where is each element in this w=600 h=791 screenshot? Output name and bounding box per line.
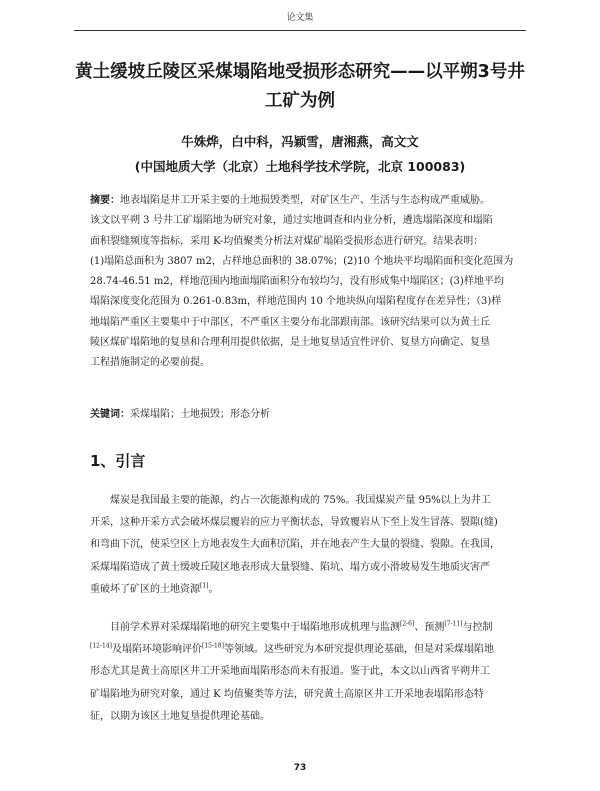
abstract-line: 陵区煤矿塌陷地的复垦和合理利用提供依据，是土地复垦适宜性评价、复垦方向确定、复垦 <box>90 337 490 349</box>
section-heading: 1、引言 <box>90 452 146 470</box>
paragraph-line: [12-14]及塌陷环境影响评价[15-18]等领域。这些研究为本研究提供理论基础，但是对采煤塌陷地 <box>90 642 494 656</box>
abstract-line: 工程措施制定的必要前提。 <box>90 357 210 369</box>
citation: [2-6] <box>400 620 415 628</box>
paragraph <box>90 617 520 728</box>
abstract-line: 摘要：地表塌陷是井工开采主要的土地损毁类型，对矿区生产、生活与生态构成严重威胁。 <box>90 195 490 206</box>
citation: [7-11] <box>444 620 463 628</box>
paragraph-line: 形态尤其是黄土高原区井工开采地面塌陷形态尚未有报道。鉴于此，本文以山西省平朔井工 <box>90 666 490 678</box>
abstract-label: 摘要： <box>90 195 120 206</box>
paragraph-line: 采煤塌陷造成了黄土缓坡丘陵区地表形成大量裂缝、陷坑、塌方或小滑坡易发生地质灾害严 <box>90 561 490 573</box>
running-header: 论文集 <box>286 13 314 23</box>
paragraph-line: 重破坏了矿区的土地资源[1]。 <box>90 582 219 595</box>
abstract <box>90 191 520 374</box>
abstract-line: 面积裂缝频度等指标，采用 K-均值聚类分析法对煤矿塌陷受损形态进行研究。结果表明： <box>90 235 484 247</box>
title-line-2: 工矿为例 <box>265 91 335 111</box>
abstract-line: 该文以平朔 3 号井工矿塌陷地为研究对象，通过实地调查和内业分析，遴选塌陷深度和塌陷 <box>90 215 493 227</box>
abstract-line: 28.74-46.51 m2，样地范围内地面塌陷面积分布较均匀，没有形成集中塌陷区；(3)样地平均 <box>90 276 504 288</box>
paper-title <box>60 58 540 116</box>
paragraph-line: 目前学术界对采煤塌陷地的研究主要集中于塌陷地形成机理与监测[2-6]、预测[7-11]与控制 <box>110 620 493 633</box>
title-line-1: 黄土缓坡丘陵区采煤塌陷地受损形态研究——以平朔3号井 <box>75 62 525 82</box>
keywords <box>90 405 520 420</box>
header-rule <box>74 30 526 31</box>
paragraph-line: 和弯曲下沉，使采空区上方地表发生大面积沉陷，并在地表产生大量的裂缝、裂隙。在我国， <box>90 539 500 551</box>
keywords-text: 采煤塌陷；土地损毁；形态分析 <box>130 409 270 420</box>
author-list: 牛姝烨，白中科，冯颖雪，唐湘燕，高文文 <box>181 134 419 149</box>
page-number: 73 <box>293 763 307 773</box>
citation: [12-14] <box>90 642 112 650</box>
affiliation: (中国地质大学（北京）土地科学技术学院，北京 100083) <box>134 159 466 174</box>
paragraph-line: 征，以期为该区土地复垦提供理论基础。 <box>90 710 270 722</box>
keywords-label: 关键词： <box>90 409 130 420</box>
paragraph-line: 矿塌陷地为研究对象，通过 K 均值聚类等方法，研究黄土高原区井工开采地表塌陷形态特 <box>90 688 484 700</box>
citation: [15-18] <box>201 642 224 650</box>
citation: [1] <box>200 582 209 590</box>
abstract-line: 地塌陷严重区主要集中于中部区，不严重区主要分布北部跟南部。该研究结果可以为黄土丘 <box>90 316 490 328</box>
abstract-line: (1)塌陷总面积为 3807 m2，占样地总面积的 38.07%；(2)10 个地块平均塌陷面积变化范围为 <box>90 255 514 267</box>
paragraph-line: 煤炭是我国最主要的能源，约占一次能源构成的 75%。我国煤炭产量 95%以上为井工 <box>110 495 491 506</box>
paragraph-line: 开采，这种开采方式会破坏煤层覆岩的应力平衡状态，导致覆岩从下至上发生冒落、裂隙(缝) <box>90 517 498 529</box>
abstract-line: 塌陷深度变化范围为 0.261-0.83m，样地范围内 10 个地块纵向塌陷程度存在差异性；（3)样 <box>90 296 502 308</box>
paragraph <box>90 490 520 601</box>
